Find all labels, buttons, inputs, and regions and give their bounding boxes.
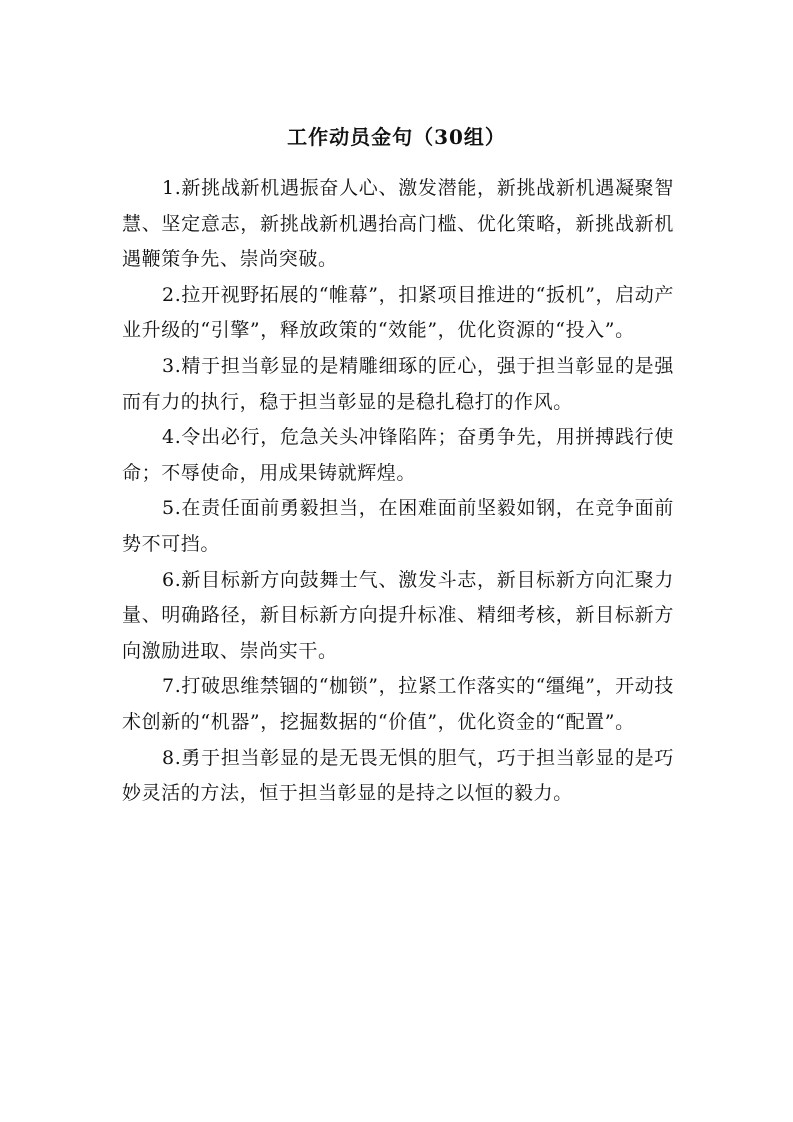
paragraph-2: 2.拉开视野拓展的“帷幕”，扣紧项目推进的“扳机”，启动产业升级的“引擎”，释放政策的“效能”，优化资源的“投入”。 <box>122 283 674 342</box>
page-title: 工作动员金句（30组） <box>287 125 506 149</box>
paragraph-7: 7.打破思维禁锢的“枷锁”，拉紧工作落实的“缰绳”，开动技术创新的“机器”，挖掘数据的“价值”，优化资金的“配置”。 <box>122 675 674 733</box>
paragraph-6: 6.新目标新方向鼓舞士气、激发斗志，新目标新方向汇聚力量、明确路径，新目标新方向提升标准、精细考核，新目标新方向激励进取、崇尚实干。 <box>122 568 674 662</box>
paragraph-1: 1.新挑战新机遇振奋人心、激发潜能，新挑战新机遇凝聚智慧、坚定意志，新挑战新机遇抬高门槛、优化策略，新挑战新机遇鞭策争先、崇尚突破。 <box>122 177 674 271</box>
paragraph-5: 5.在责任面前勇毅担当，在困难面前坚毅如钢，在竞争面前势不可挡。 <box>122 497 674 555</box>
paragraph-8: 8.勇于担当彰显的是无畏无惧的胆气，巧于担当彰显的是巧妙灵活的方法，恒于担当彰显的是持之以恒的毅力。 <box>122 746 674 805</box>
paragraph-4: 4.令出必行，危急关头冲锋陷阵；奋勇争先，用拼搏践行使命；不辱使命，用成果铸就辉煌。 <box>122 426 674 484</box>
document-body <box>122 171 674 812</box>
paragraph-3: 3.精于担当彰显的是精雕细琢的匠心，强于担当彰显的是强而有力的执行，稳于担当彰显的是稳扎稳打的作风。 <box>122 354 674 413</box>
